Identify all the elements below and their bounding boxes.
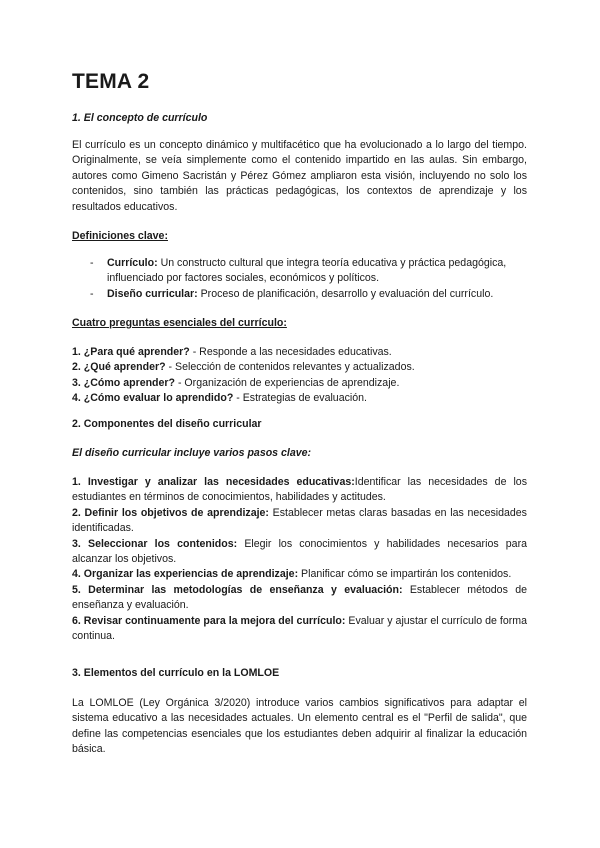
question-answer: - Selección de contenidos relevantes y actualizados. bbox=[165, 361, 415, 374]
question-label: 2. ¿Qué aprender? bbox=[72, 361, 166, 374]
step-title: 3. Seleccionar los contenidos: bbox=[72, 537, 238, 550]
question-item bbox=[72, 360, 527, 375]
step-item bbox=[72, 614, 527, 645]
step-text: Planificar cómo se impartirán los contenidos. bbox=[298, 568, 512, 581]
step-title: 6. Revisar continuamente para la mejora del currículo: bbox=[72, 614, 346, 627]
definition-text: Proceso de planificación, desarrollo y evaluación del currículo. bbox=[197, 287, 494, 300]
steps-list bbox=[72, 475, 527, 644]
bullet-dash: - bbox=[90, 257, 94, 269]
document-title: TEMA 2 bbox=[72, 70, 150, 93]
step-item bbox=[72, 475, 527, 506]
step-text: Evaluar y ajustar el currículo de forma continua. bbox=[72, 614, 527, 643]
step-item bbox=[72, 583, 527, 614]
question-item bbox=[72, 391, 527, 406]
definition-term: Diseño curricular: bbox=[107, 287, 198, 300]
question-answer: - Organización de experiencias de aprendizaje. bbox=[175, 376, 400, 389]
step-title: 4. Organizar las experiencias de aprendizaje: bbox=[72, 568, 299, 581]
step-title: 1. Investigar y analizar las necesidades educativas: bbox=[72, 476, 355, 488]
questions-list bbox=[72, 345, 527, 407]
section2-subheading: El diseño curricular incluye varios pasos clave: bbox=[72, 447, 312, 459]
question-item bbox=[72, 345, 527, 360]
section3-heading: 3. Elementos del currículo en la LOMLOE bbox=[72, 667, 280, 679]
question-answer: - Responde a las necesidades educativas. bbox=[189, 346, 392, 358]
step-item bbox=[72, 537, 527, 568]
question-label: 4. ¿Cómo evaluar lo aprendido? bbox=[72, 392, 234, 405]
step-text: Identificar las necesidades de los estudiantes en términos de conocimientos, habilidades y actitudes. bbox=[72, 476, 527, 504]
section1-paragraph: El currículo es un concepto dinámico y multifacético que ha evolucionado a lo largo del tiempo. Originalmente, se veía simplemente como el contenido impartido en las aulas. Sin embargo, autores como Gimeno Sacristán y Pérez Gómez ampliaron esta visión, incluyendo no solo los contenidos, sino también las prácticas pedagógicas, los contextos de aprendizaje y los resultados educativos. bbox=[72, 139, 527, 213]
section3-paragraph: La LOMLOE (Ley Orgánica 3/2020) introduce varios cambios significativos para adaptar el sistema educativo a las necesidades actuales. Un elemento central es el "Perfil de salida", que define las competencias esenciales que los estudiantes deben adquirir al finalizar la educación básica. bbox=[72, 697, 527, 756]
step-text: Establecer métodos de enseñanza y evaluación. bbox=[72, 583, 528, 612]
step-title: 5. Determinar las metodologías de enseñanza y evaluación: bbox=[72, 583, 403, 596]
step-title: 2. Definir los objetivos de aprendizaje: bbox=[72, 506, 269, 519]
step-text: Establecer metas claras basadas en las necesidades identificadas. bbox=[72, 506, 527, 535]
question-label: 1. ¿Para qué aprender? bbox=[72, 346, 190, 358]
section2-heading: 2. Componentes del diseño curricular bbox=[72, 418, 262, 430]
step-item bbox=[72, 506, 527, 537]
definition-term: Currículo: bbox=[107, 257, 158, 269]
definition-text: Un constructo cultural que integra teoría educativa y práctica pedagógica, influenciado por factores sociales, económicos y políticos. bbox=[107, 257, 507, 285]
step-item bbox=[72, 567, 527, 582]
definition-item bbox=[72, 287, 527, 302]
definition-item bbox=[72, 256, 527, 287]
section1-heading: 1. El concepto de currículo bbox=[72, 112, 208, 124]
questions-heading: Cuatro preguntas esenciales del currículo: bbox=[72, 317, 287, 329]
bullet-dash: - bbox=[90, 287, 94, 300]
question-item bbox=[72, 376, 527, 391]
step-text: Elegir los conocimientos y habilidades necesarios para alcanzar los objetivos. bbox=[72, 537, 527, 566]
definitions-list bbox=[72, 256, 527, 302]
question-label: 3. ¿Cómo aprender? bbox=[72, 376, 176, 389]
definitions-heading: Definiciones clave: bbox=[72, 230, 168, 242]
question-answer: - Estrategias de evaluación. bbox=[233, 392, 367, 405]
